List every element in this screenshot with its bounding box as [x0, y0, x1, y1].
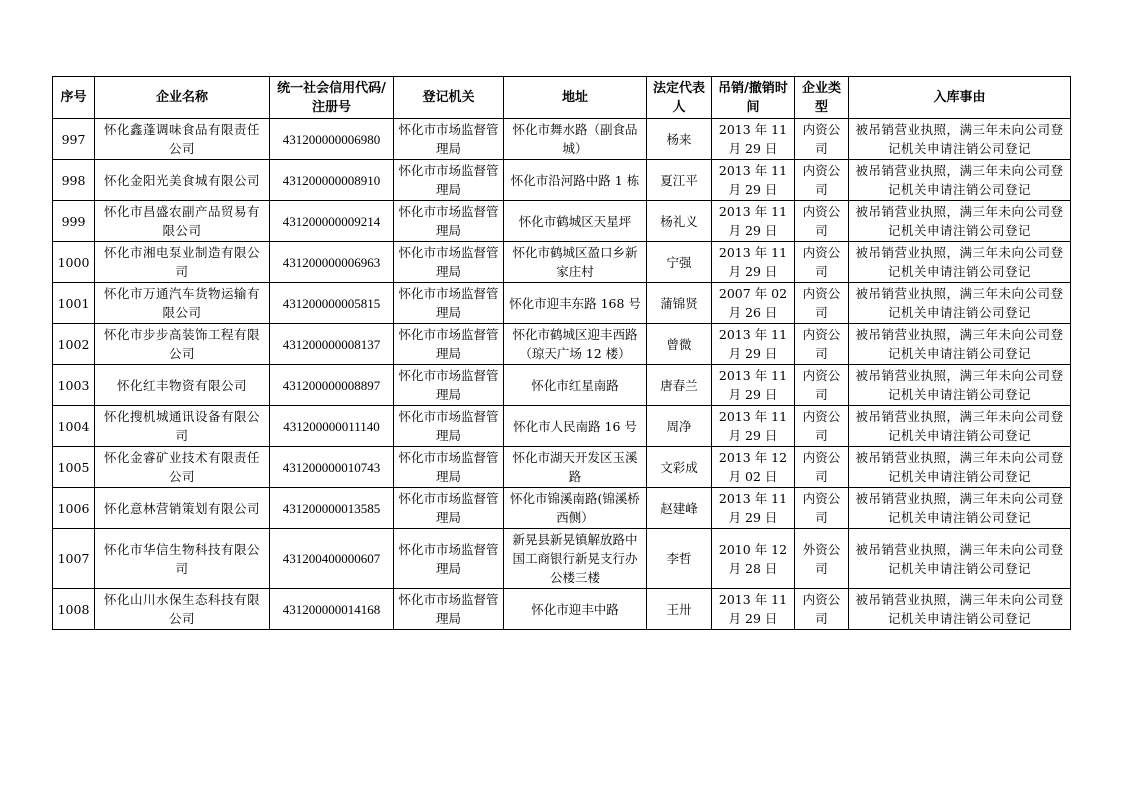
cell-authority: 怀化市市场监督管理局 [394, 160, 504, 201]
cell-address: 怀化市鹤城区迎丰西路（琼天广场 12 楼） [504, 324, 647, 365]
cell-reason: 被吊销营业执照，满三年未向公司登记机关申请注销公司登记 [849, 160, 1071, 201]
cell-date: 2013 年 11 月 29 日 [712, 324, 795, 365]
cell-date: 2013 年 11 月 29 日 [712, 488, 795, 529]
cell-reason: 被吊销营业执照，满三年未向公司登记机关申请注销公司登记 [849, 447, 1071, 488]
revoked-companies-table [52, 76, 1071, 630]
cell-name: 怀化市步步高装饰工程有限公司 [95, 324, 270, 365]
cell-name: 怀化金阳光美食城有限公司 [95, 160, 270, 201]
header-address: 地址 [504, 77, 647, 119]
cell-seq: 1002 [53, 324, 95, 365]
cell-reason: 被吊销营业执照，满三年未向公司登记机关申请注销公司登记 [849, 529, 1071, 589]
cell-seq: 1000 [53, 242, 95, 283]
cell-address: 新晃县新晃镇解放路中国工商银行新晃支行办公楼三楼 [504, 529, 647, 589]
header-code: 统一社会信用代码/注册号 [270, 77, 394, 119]
cell-reason: 被吊销营业执照，满三年未向公司登记机关申请注销公司登记 [849, 365, 1071, 406]
cell-seq: 1001 [53, 283, 95, 324]
cell-code: 431200000008910 [270, 160, 394, 201]
cell-type: 内资公司 [795, 160, 849, 201]
cell-type: 内资公司 [795, 365, 849, 406]
cell-name: 怀化鑫蓬调味食品有限责任公司 [95, 119, 270, 160]
cell-code: 431200000011140 [270, 406, 394, 447]
cell-code: 431200400000607 [270, 529, 394, 589]
header-authority: 登记机关 [394, 77, 504, 119]
cell-address: 怀化市迎丰东路 168 号 [504, 283, 647, 324]
cell-authority: 怀化市市场监督管理局 [394, 529, 504, 589]
cell-seq: 1005 [53, 447, 95, 488]
cell-authority: 怀化市市场监督管理局 [394, 447, 504, 488]
cell-rep: 杨礼义 [647, 201, 712, 242]
table-row [53, 589, 1071, 630]
cell-authority: 怀化市市场监督管理局 [394, 201, 504, 242]
cell-seq: 999 [53, 201, 95, 242]
cell-date: 2013 年 11 月 29 日 [712, 242, 795, 283]
cell-reason: 被吊销营业执照，满三年未向公司登记机关申请注销公司登记 [849, 488, 1071, 529]
cell-seq: 998 [53, 160, 95, 201]
header-reason: 入库事由 [849, 77, 1071, 119]
cell-type: 内资公司 [795, 324, 849, 365]
table-row [53, 488, 1071, 529]
cell-authority: 怀化市市场监督管理局 [394, 324, 504, 365]
cell-reason: 被吊销营业执照，满三年未向公司登记机关申请注销公司登记 [849, 283, 1071, 324]
cell-type: 内资公司 [795, 488, 849, 529]
cell-address: 怀化市舞水路（副食品城） [504, 119, 647, 160]
cell-type: 内资公司 [795, 447, 849, 488]
table-header-row [53, 77, 1071, 119]
cell-date: 2013 年 11 月 29 日 [712, 119, 795, 160]
table-row [53, 119, 1071, 160]
cell-name: 怀化金睿矿业技术有限责任公司 [95, 447, 270, 488]
cell-date: 2013 年 11 月 29 日 [712, 406, 795, 447]
cell-code: 431200000006963 [270, 242, 394, 283]
cell-type: 内资公司 [795, 242, 849, 283]
cell-name: 怀化红丰物资有限公司 [95, 365, 270, 406]
cell-code: 431200000008137 [270, 324, 394, 365]
cell-address: 怀化市红星南路 [504, 365, 647, 406]
cell-rep: 蒲锦贤 [647, 283, 712, 324]
cell-reason: 被吊销营业执照，满三年未向公司登记机关申请注销公司登记 [849, 242, 1071, 283]
cell-type: 内资公司 [795, 119, 849, 160]
cell-name: 怀化山川水保生态科技有限公司 [95, 589, 270, 630]
cell-type: 内资公司 [795, 283, 849, 324]
cell-rep: 宁强 [647, 242, 712, 283]
cell-authority: 怀化市市场监督管理局 [394, 589, 504, 630]
cell-type: 内资公司 [795, 589, 849, 630]
cell-rep: 夏江平 [647, 160, 712, 201]
cell-type: 内资公司 [795, 201, 849, 242]
cell-date: 2013 年 11 月 29 日 [712, 201, 795, 242]
table-row [53, 406, 1071, 447]
table-row [53, 324, 1071, 365]
cell-rep: 文彩成 [647, 447, 712, 488]
cell-date: 2013 年 11 月 29 日 [712, 365, 795, 406]
cell-seq: 1008 [53, 589, 95, 630]
cell-code: 431200000005815 [270, 283, 394, 324]
cell-authority: 怀化市市场监督管理局 [394, 242, 504, 283]
cell-date: 2013 年 11 月 29 日 [712, 589, 795, 630]
cell-authority: 怀化市市场监督管理局 [394, 406, 504, 447]
cell-code: 431200000014168 [270, 589, 394, 630]
header-seq: 序号 [53, 77, 95, 119]
cell-authority: 怀化市市场监督管理局 [394, 119, 504, 160]
cell-reason: 被吊销营业执照，满三年未向公司登记机关申请注销公司登记 [849, 201, 1071, 242]
cell-address: 怀化市迎丰中路 [504, 589, 647, 630]
cell-address: 怀化市鹤城区天星坪 [504, 201, 647, 242]
cell-date: 2010 年 12 月 28 日 [712, 529, 795, 589]
cell-address: 怀化市沿河路中路 1 栋 [504, 160, 647, 201]
cell-reason: 被吊销营业执照，满三年未向公司登记机关申请注销公司登记 [849, 324, 1071, 365]
cell-type: 外资公司 [795, 529, 849, 589]
cell-name: 怀化市华信生物科技有限公司 [95, 529, 270, 589]
cell-rep: 唐春兰 [647, 365, 712, 406]
cell-seq: 1006 [53, 488, 95, 529]
cell-code: 431200000009214 [270, 201, 394, 242]
table-row [53, 529, 1071, 589]
table-row [53, 242, 1071, 283]
table-row [53, 365, 1071, 406]
cell-seq: 1007 [53, 529, 95, 589]
cell-address: 怀化市鹤城区盈口乡新家庄村 [504, 242, 647, 283]
cell-address: 怀化市湖天开发区玉溪路 [504, 447, 647, 488]
cell-authority: 怀化市市场监督管理局 [394, 283, 504, 324]
cell-code: 431200000008897 [270, 365, 394, 406]
cell-reason: 被吊销营业执照，满三年未向公司登记机关申请注销公司登记 [849, 406, 1071, 447]
cell-reason: 被吊销营业执照，满三年未向公司登记机关申请注销公司登记 [849, 119, 1071, 160]
cell-rep: 李哲 [647, 529, 712, 589]
cell-name: 怀化搜机城通讯设备有限公司 [95, 406, 270, 447]
cell-date: 2007 年 02 月 26 日 [712, 283, 795, 324]
cell-authority: 怀化市市场监督管理局 [394, 488, 504, 529]
header-date: 吊销/撤销时间 [712, 77, 795, 119]
header-type: 企业类型 [795, 77, 849, 119]
cell-code: 431200000010743 [270, 447, 394, 488]
cell-name: 怀化市昌盛农副产品贸易有限公司 [95, 201, 270, 242]
cell-rep: 曾微 [647, 324, 712, 365]
cell-name: 怀化市湘电泵业制造有限公司 [95, 242, 270, 283]
cell-address: 怀化市人民南路 16 号 [504, 406, 647, 447]
cell-seq: 1004 [53, 406, 95, 447]
table-row [53, 447, 1071, 488]
table-row [53, 201, 1071, 242]
table-row [53, 283, 1071, 324]
cell-seq: 1003 [53, 365, 95, 406]
table-row [53, 160, 1071, 201]
cell-date: 2013 年 12 月 02 日 [712, 447, 795, 488]
cell-code: 431200000006980 [270, 119, 394, 160]
cell-authority: 怀化市市场监督管理局 [394, 365, 504, 406]
cell-address: 怀化市锦溪南路(锦溪桥西侧） [504, 488, 647, 529]
header-rep: 法定代表人 [647, 77, 712, 119]
cell-rep: 赵建峰 [647, 488, 712, 529]
cell-reason: 被吊销营业执照，满三年未向公司登记机关申请注销公司登记 [849, 589, 1071, 630]
table-body [53, 119, 1071, 630]
header-name: 企业名称 [95, 77, 270, 119]
cell-date: 2013 年 11 月 29 日 [712, 160, 795, 201]
cell-code: 431200000013585 [270, 488, 394, 529]
cell-name: 怀化市万通汽车货物运输有限公司 [95, 283, 270, 324]
cell-rep: 周净 [647, 406, 712, 447]
cell-type: 内资公司 [795, 406, 849, 447]
cell-name: 怀化意林营销策划有限公司 [95, 488, 270, 529]
cell-rep: 杨来 [647, 119, 712, 160]
cell-rep: 王卅 [647, 589, 712, 630]
cell-seq: 997 [53, 119, 95, 160]
